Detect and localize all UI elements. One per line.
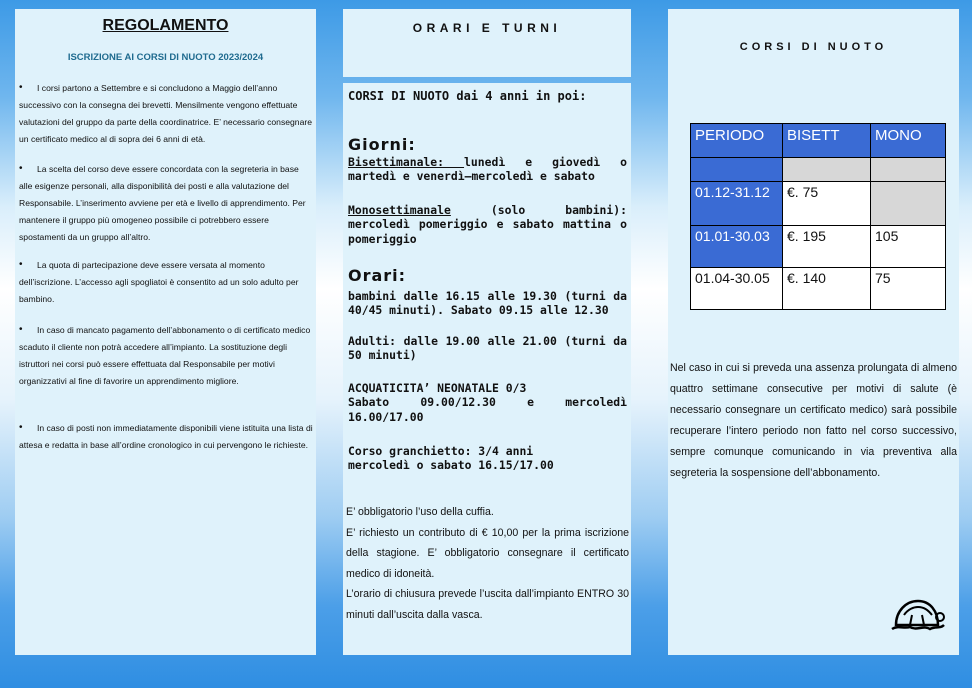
- rule-item: [19, 257, 313, 308]
- periodo-cell: 01.01-30.03: [691, 226, 783, 268]
- periodo-cell: 01.04-30.05: [691, 268, 783, 310]
- corsi-intro: CORSI DI NUOTO dai 4 anni in poi:: [348, 89, 587, 103]
- corsi-panel: [668, 9, 959, 655]
- mono-cell: 105: [871, 226, 946, 268]
- bullet-dot: •: [19, 163, 23, 174]
- table-cell-empty: [871, 158, 946, 182]
- bullet-dot: •: [19, 422, 23, 433]
- rule-text: In caso di posti non immediatamente disponibili viene istituita una lista di attesa e redatta in base all’ordine cronologico in cui pervengono le richieste.: [19, 423, 313, 450]
- bisett-cell: €. 140: [783, 268, 871, 310]
- rule-text: La quota di partecipazione deve essere versata al momento dell’iscrizione. L’accesso agli spogliatoi è consentito ad un solo adulto per bambino.: [19, 260, 299, 304]
- turtle-icon: [890, 595, 946, 635]
- orari-title: ORARI E TURNI: [412, 21, 562, 35]
- mono-cell: [871, 182, 946, 226]
- rule-text: I corsi partono a Settembre e si concludono a Maggio dell’anno successivo con la consegna dei brevetti. Mensilmente vengono effettuate valutazioni del gruppo da parte della coordinatrice. E’ necessario consegnare un certificato medico al di sopra dei 6 anni di età.: [19, 83, 313, 144]
- rule-item: [19, 80, 313, 148]
- table-row: [691, 182, 946, 226]
- rule-item: [19, 161, 313, 246]
- assenza-note: Nel caso in cui si preveda una assenza prolungata di almeno quattro settimane consecutive per motivi di salute (è necessario consegnare un certificato medico) sarà possibile recuperare l’intero periodo non fatto nel corso successivo, sempre comunque comunicando in via preventiva alla segreteria la sospensione dell’abbonamento.: [670, 362, 957, 479]
- adulti-hours: Adulti: dalle 19.00 alle 21.00 (turni da 50 minuti): [348, 334, 627, 363]
- table-cell-empty: [783, 158, 871, 182]
- header-bisett: BISETT: [783, 124, 871, 158]
- orari-panel: [343, 83, 631, 655]
- note-item: E’ obbligatorio l’uso della cuffia.: [346, 506, 494, 518]
- bisett-cell: €. 195: [783, 226, 871, 268]
- corsi-title: CORSI DI NUOTO: [739, 41, 888, 53]
- table-row: [691, 226, 946, 268]
- bisett-days: [348, 155, 627, 184]
- granchietto-title: Corso granchietto: 3/4 anni: [348, 444, 534, 458]
- notes-block: [346, 502, 629, 625]
- orari-header-panel: [343, 9, 631, 77]
- table-cell-empty: [691, 158, 783, 182]
- note-item: E’ richiesto un contributo di € 10,00 per la prima iscrizione della stagione. E’ obbligatorio consegnare il certificato medico di idoneità.: [346, 526, 629, 580]
- bisett-text: lunedì e giovedì o martedì e venerdì—mercoledì e sabato: [348, 155, 627, 184]
- price-table: [690, 123, 946, 310]
- rule-item: [19, 322, 313, 390]
- bullet-dot: •: [19, 259, 23, 270]
- table-row: [691, 268, 946, 310]
- table-header-row: [691, 124, 946, 158]
- bullet-dot: •: [19, 82, 23, 93]
- mono-label: Monosettimanale: [348, 203, 451, 217]
- regolamento-subtitle: ISCRIZIONE AI CORSI DI NUOTO 2023/2024: [67, 52, 264, 63]
- regolamento-panel: [15, 9, 316, 655]
- granchietto-block: [348, 444, 627, 473]
- acquaticita-text: Sabato 09.00/12.30 e mercoledì 16.00/17.00: [348, 395, 627, 424]
- header-mono: MONO: [871, 124, 946, 158]
- mono-cell: 75: [871, 268, 946, 310]
- acquaticita-block: [348, 381, 627, 424]
- note-item: L’orario di chiusura prevede l’uscita dall’impianto ENTRO 30 minuti dall’uscita dalla vasca.: [346, 588, 629, 621]
- orari-heading: Orari:: [348, 266, 407, 285]
- bisett-cell: €. 75: [783, 182, 871, 226]
- regolamento-title: REGOLAMENTO: [102, 17, 229, 34]
- mono-text: (solo bambini): mercoledì pomeriggio e sabato mattina o pomeriggio: [348, 203, 627, 246]
- header-periodo: PERIODO: [691, 124, 783, 158]
- giorni-heading: Giorni:: [348, 135, 416, 154]
- rule-text: In caso di mancato pagamento dell’abbonamento o di certificato medico scaduto il cliente non potrà accedere all’impianto. La sostituzione degli istruttori nei corsi può essere effettuata dal Responsabile per motivi organizzativi al fine di favorire un apprendimento migliore.: [19, 325, 311, 386]
- table-row: [691, 158, 946, 182]
- acquaticita-title: ACQUATICITA’ NEONATALE 0/3: [348, 381, 527, 395]
- bisett-label: Bisettimanale:: [348, 155, 465, 169]
- bambini-hours: bambini dalle 16.15 alle 19.30 (turni da 40/45 minuti). Sabato 09.15 alle 12.30: [348, 289, 627, 318]
- bullet-dot: •: [19, 324, 23, 335]
- granchietto-text: mercoledì o sabato 16.15/17.00: [348, 458, 554, 473]
- mono-days: [348, 203, 627, 246]
- periodo-cell: 01.12-31.12: [691, 182, 783, 226]
- rule-text: La scelta del corso deve essere concordata con la segreteria in base alle esigenze personali, alla disponibilità dei posti e alla valutazione del Responsabile. L’inserimento avviene per età e livello di apprendimento. Per mantenere il gruppo più omogeneo possibile ci potrebbero essere spostamenti da un gruppo all’altro.: [19, 164, 306, 242]
- rule-item: [19, 420, 313, 454]
